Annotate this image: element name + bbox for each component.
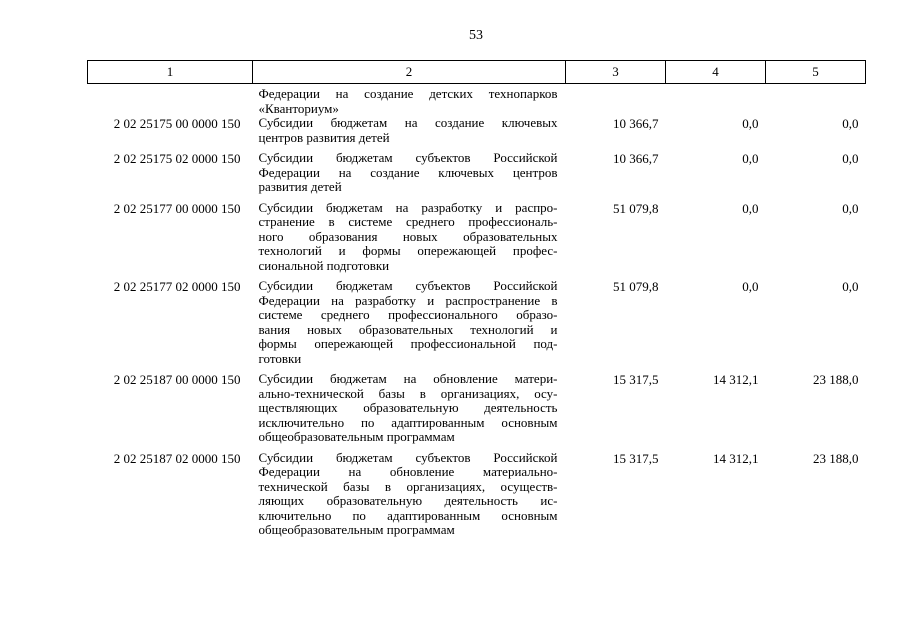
table-row (88, 116, 866, 151)
amount-column-4: 14 312,1 (713, 450, 759, 466)
description-line: исключительно по адаптированным основным (258, 414, 558, 430)
row-description (253, 372, 566, 451)
amount-column-5: 23 188,0 (813, 450, 859, 466)
amount-column-3: 15 317,5 (613, 450, 659, 466)
continuation-description (253, 84, 566, 117)
description-line: Федерации на создание ключевых центров (258, 164, 558, 180)
budget-code: 2 02 25187 00 0000 150 (113, 372, 241, 387)
description-line: технологий и формы опережающей профес- (258, 243, 558, 258)
description-line: ключительно по адаптированным основным (258, 507, 558, 523)
column-header-1: 1 (88, 61, 253, 84)
amount-column-5: 0,0 (842, 200, 859, 216)
column-header-4: 4 (666, 61, 766, 84)
budget-code: 2 02 25177 00 0000 150 (113, 200, 241, 216)
description-line: развития детей (258, 179, 342, 194)
amount-column-3: 10 366,7 (613, 116, 659, 131)
description-line: ного образования новых образовательных (258, 228, 558, 244)
amount-column-4: 0,0 (742, 116, 759, 131)
amount-column-3: 15 317,5 (613, 372, 659, 387)
description-line: Федерации на создание детских технопарков (258, 86, 558, 101)
amount-column-4: 14 312,1 (713, 372, 759, 387)
table-header (88, 61, 866, 84)
column-header-5: 5 (766, 61, 866, 84)
table-row (88, 201, 866, 280)
row-description (253, 151, 566, 201)
description-line: Федерации на разработку и распространение в (258, 292, 558, 308)
continuation-code (88, 84, 253, 117)
amount-column-3: 51 079,8 (613, 200, 659, 216)
amount-column-3: 51 079,8 (613, 279, 659, 294)
page-number: 53 (469, 28, 483, 43)
table-body (88, 84, 866, 544)
table-row (88, 151, 866, 201)
budget-code: 2 02 25187 02 0000 150 (113, 450, 241, 466)
table-row (88, 372, 866, 451)
table-row (88, 451, 866, 544)
description-line: Федерации на обновление материально- (258, 464, 558, 479)
amount-column-5: 23 188,0 (813, 372, 859, 387)
amount-column-3: 10 366,7 (613, 151, 659, 166)
description-line: ляющих образовательную деятельность ис- (258, 493, 558, 508)
table-row (88, 279, 866, 372)
continuation-row (88, 84, 866, 117)
description-line: Субсидии бюджетам субъектов Российской (258, 449, 558, 465)
description-line: Субсидии бюджетам на создание ключевых (258, 115, 558, 130)
description-line: готовки (258, 350, 302, 366)
description-line: вания новых образовательных технологий и (258, 321, 558, 337)
description-line: Субсидии бюджетам субъектов Российской (258, 278, 558, 293)
amount-column-5: 0,0 (842, 151, 859, 166)
amount-column-4: 0,0 (742, 279, 759, 294)
description-line: Субсидии бюджетам на разработку и распро- (258, 199, 558, 215)
description-line: ально-технической базы в организациях, осу- (258, 385, 558, 401)
budget-code: 2 02 25175 02 0000 150 (113, 151, 241, 166)
description-line: центров развития детей (258, 129, 390, 145)
column-header-3: 3 (566, 61, 666, 84)
amount-column-4: 0,0 (742, 200, 759, 216)
description-line: «Кванториум» (258, 100, 339, 116)
row-description (253, 201, 566, 280)
amount-column-5: 0,0 (842, 116, 859, 131)
description-line: общеобразовательным программам (258, 522, 455, 537)
amount-column-4: 0,0 (742, 151, 759, 166)
description-line: формы опережающей профессиональной под- (258, 336, 558, 351)
description-line: странение в системе среднего профессиональ- (258, 214, 558, 229)
budget-table (87, 60, 866, 544)
row-description (253, 116, 566, 151)
description-line: Субсидии бюджетам на обновление матери- (258, 371, 558, 386)
description-line: Субсидии бюджетам субъектов Российской (258, 150, 558, 165)
description-line: ществляющих образовательную деятельность (258, 400, 558, 415)
budget-code: 2 02 25177 02 0000 150 (113, 279, 241, 294)
row-description (253, 451, 566, 544)
description-line: общеобразовательным программам (258, 429, 455, 444)
description-line: сиональной подготовки (258, 257, 390, 273)
description-line: технической базы в организациях, осуществ- (258, 478, 558, 494)
column-header-2: 2 (253, 61, 566, 84)
description-line: системе среднего профессионального образо- (258, 307, 558, 322)
row-description (253, 279, 566, 372)
amount-column-5: 0,0 (842, 279, 859, 294)
budget-code: 2 02 25175 00 0000 150 (113, 116, 241, 131)
